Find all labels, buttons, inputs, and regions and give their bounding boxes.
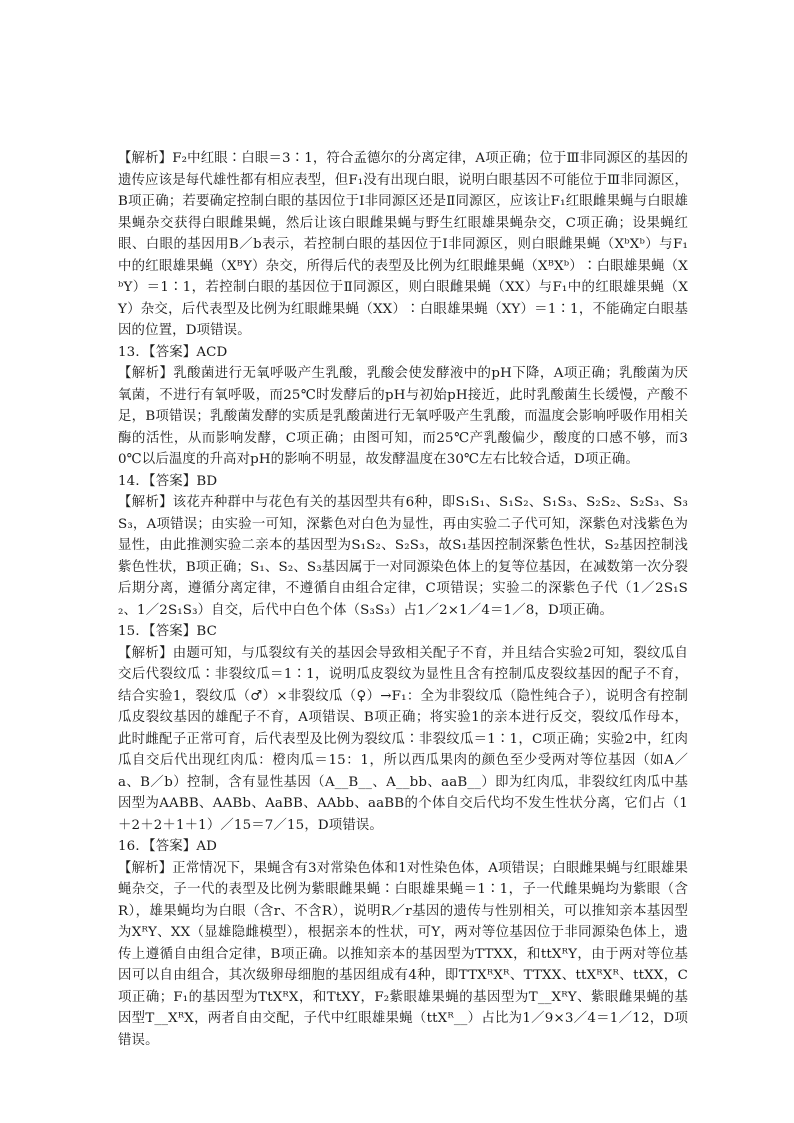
answer-heading-16: 16．【答案】AD: [118, 839, 218, 854]
analysis-paragraph-16: 【解析】正常情况下，果蝇含有3对常染色体和1对性染色体，A项错误；白眼雌果蝇与红眼雄果蝇杂交，子一代的表型及比例为紫眼雌果蝇∶白眼雄果蝇＝1∶1，子一代雌果蝇均为紫眼（含R），雄果蝇均为白眼（含r、不含R），说明R／r基因的遗传与性别相关，可以推知亲本基因型为XᴿY、XX（显雄隐雌模型），根据亲本的性状，可Y，两对等位基因位于非同源染色体上，遗传上遵循自由组合定律，B项正确。以推知亲本的基因型为TTXX，和ttXᴿY，由于两对等位基因可以自由组合，其次级卵母细胞的基因组成有4种，即TTXᴿXᴿ、TTXX、ttXᴿXᴿ、ttXX，C项正确；F₁的基因型为TtXᴿX，和TtXY，F₂紫眼雄果蝇的基因型为T__XᴿY、紫眼雌果蝇的基因型T__XᴿX，两者自由交配，子代中红眼雄果蝇（ttXᴿ__）占比为1／9×3／4＝1／12，D项错误。: [118, 860, 688, 1048]
answer-analysis-body: [118, 148, 688, 1051]
analysis-paragraph-14: 【解析】该花卉种群中与花色有关的基因型共有6种，即S₁S₁、S₁S₂、S₁S₃、S₂S₂、S₂S₃、S₃S₃，A项错误；由实验一可知，深紫色对白色为显性，再由实验二子代可知，深紫色对浅紫色为显性，由此推测实验二亲本的基因型为S₁S₂、S₂S₃，故S₁基因控制深紫色性状，S₂基因控制浅紫色性状，B项正确；S₁、S₂、S₃基因属于一对同源染色体上的复等位基因，在减数第一次分裂后期分离，遵循分离定律，不遵循自由组合定律，C项错误；实验二的深紫色子代（1／2S₁S₂、1／2S₁S₃）自交，后代中白色个体（S₃S₃）占1／2×1／4＝1／8，D项正确。: [118, 495, 688, 618]
analysis-paragraph-13: 【解析】乳酸菌进行无氧呼吸产生乳酸，乳酸会使发酵液中的pH下降，A项正确；乳酸菌为厌氧菌，不进行有氧呼吸，而25℃时发酵后的pH与初始pH接近，此时乳酸菌生长缓慢，产酸不足，B项错误；乳酸菌发酵的实质是乳酸菌进行无氧呼吸产生乳酸，而温度会影响呼吸作用相关酶的活性，从而影响发酵，C项正确；由图可知，而25℃产乳酸偏少，酸度的口感不够，而30℃以后温度的升高对pH的影响不明显，故发酵温度在30℃左右比较合适，D项正确。: [118, 366, 688, 467]
answer-heading-13: 13．【答案】ACD: [118, 344, 228, 360]
answer-heading-14: 14．【答案】BD: [118, 473, 218, 489]
answer-heading-15: 15．【答案】BC: [118, 624, 217, 639]
analysis-paragraph-15: 【解析】由题可知，与瓜裂纹有关的基因会导致相关配子不育，并且结合实验2可知，裂纹瓜自交后代裂纹瓜∶非裂纹瓜＝1∶1，说明瓜皮裂纹为显性且含有控制瓜皮裂纹基因的配子不育，结合实验1，裂纹瓜（♂）×非裂纹瓜（♀）→F₁：全为非裂纹瓜（隐性纯合子），说明含有控制瓜皮裂纹基因的雄配子不育，A项错误、B项正确；将实验1的亲本进行反交，裂纹瓜作母本，此时雌配子正常可育，后代表型及比例为裂纹瓜∶非裂纹瓜＝1∶1，C项正确；实验2中，红肉瓜自交后代出现红肉瓜：橙肉瓜＝15：1，所以西瓜果肉的颜色至少受两对等位基因（如A／a、B／b）控制，含有显性基因（A__B__、A__bb、aaB__）即为红肉瓜，非裂纹红肉瓜中基因型为AABB、AABb、AaBB、AAbb、aaBB的个体自交后代均不发生性状分离，它们占（1＋2＋2＋1＋1）／15＝7／15，D项错误。: [118, 645, 688, 833]
analysis-paragraph-12: 【解析】F₂中红眼∶白眼＝3∶1，符合孟德尔的分离定律，A项正确；位于Ⅲ非同源区的基因的遗传应该是每代雄性都有相应表型，但F₁没有出现白眼，说明白眼基因不可能位于Ⅲ非同源区，B项正确；若要确定控制白眼的基因位于Ⅰ非同源区还是Ⅱ同源区，应该让F₁红眼雌果蝇与白眼雄果蝇杂交获得白眼雌果蝇，然后让该白眼雌果蝇与野生红眼雄果蝇杂交，C项正确；设果蝇红眼、白眼的基因用B／b表示，若控制白眼的基因位于Ⅰ非同源区，则白眼雌果蝇（XᵇXᵇ）与F₁中的红眼雄果蝇（XᴮY）杂交，所得后代的表型及比例为红眼雌果蝇（XᴮXᵇ）∶白眼雄果蝇（XᵇY）＝1∶1，若控制白眼的基因位于Ⅱ同源区，则白眼雌果蝇（XX）与F₁中的红眼雄果蝇（XY）杂交，后代表型及比例为红眼雌果蝇（XX）∶白眼雄果蝇（XY）＝1∶1，不能确定白眼基因的位置，D项错误。: [118, 151, 688, 338]
